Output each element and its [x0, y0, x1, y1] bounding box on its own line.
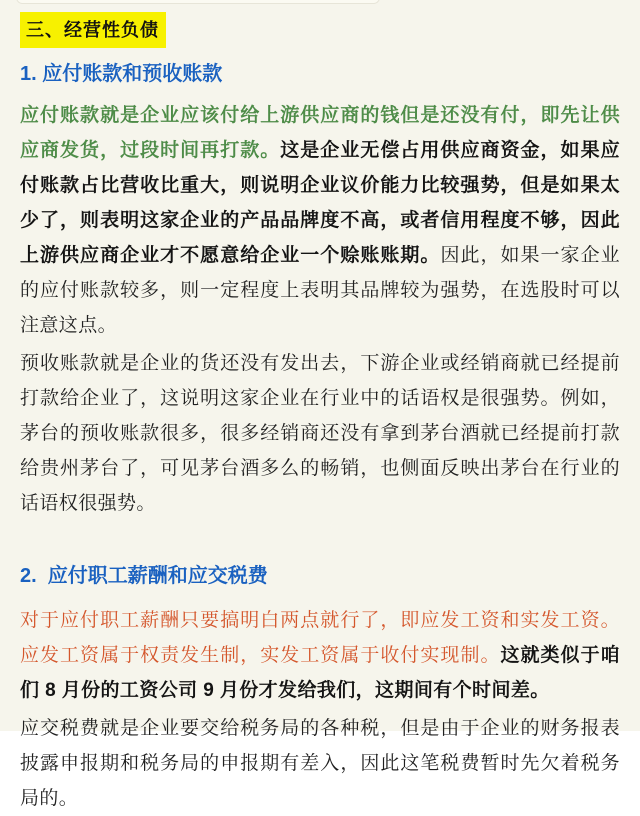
accounts-payable-definition-green-text: 应付账款就是企业应该付给上游供应商的钱但是还没有付，即先让供应商发货，过段时间再打款。 — [20, 105, 620, 161]
payroll-definition-orange-text: 对于应付职工薪酬只要搞明白两点就行了，即应发工资和实发工资。应发工资属于权责发生制，实发工资属于收付实现制。 — [20, 610, 620, 666]
advance-receipts-paragraph — [20, 346, 620, 521]
section-1-heading: 1. 应付账款和预收账款 — [20, 63, 223, 85]
title-row — [20, 12, 620, 48]
payroll-paragraph — [20, 603, 620, 708]
accounts-payable-analysis-bold-text: 这是企业无偿占用供应商资金，如果应付账款占比营收比重大，则说明企业议价能力比较强势，但是如果太少了，则表明这家企业的产品品牌度不高，或者信用程度不够，因此上游供应商企业才不愿意给企业一个赊账账期。 — [20, 140, 620, 266]
taxes-payable-paragraph — [20, 711, 620, 816]
highlighted-page-title: 三、经营性负债 — [20, 12, 166, 48]
taxes-payable-text: 应交税费就是企业要交给税务局的各种税，但是由于企业的财务报表披露申报期和税务局的申报期有差入，因此这笔税费暂时先欠着税务局的。 — [20, 718, 620, 809]
accounts-payable-paragraph — [20, 98, 620, 343]
section-2-heading: 2. 应付职工薪酬和应交税费 — [20, 565, 268, 587]
payroll-example-bold-text: 这就类似于咱们 8 月份的工资公司 9 月份才发给我们，这期间有个时间差。 — [20, 645, 621, 701]
accounts-payable-conclusion-text: 因此，如果一家企业的应付账款较多，则一定程度上表明其品牌较为强势，在选股时可以注意这点。 — [20, 245, 620, 336]
cropped-card-remnant — [16, 0, 380, 4]
advance-receipts-text: 预收账款就是企业的货还没有发出去，下游企业或经销商就已经提前打款给企业了，这说明这家企业在行业中的话语权是很强势。例如，茅台的预收账款很多，很多经销商还没有拿到茅台酒就已经提前打款给贵州茅台了，可见茅台酒多么的畅销，也侧面反映出茅台在行业的话语权很强势。 — [20, 353, 620, 514]
